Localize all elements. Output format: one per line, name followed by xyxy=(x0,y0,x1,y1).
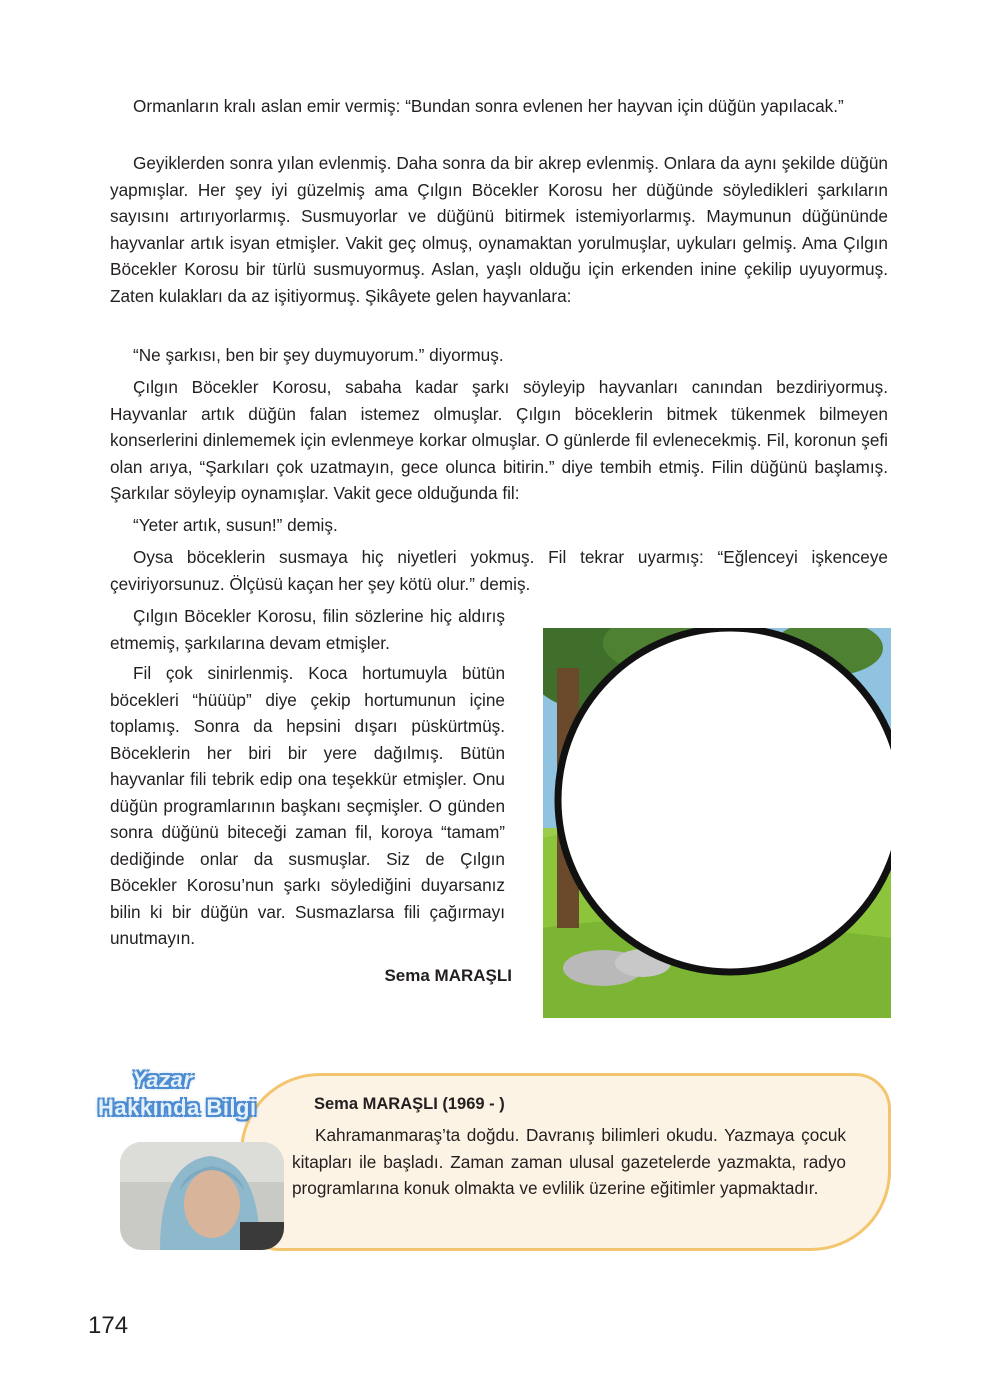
author-heading: Sema MARAŞLI (1969 - ) xyxy=(314,1095,505,1113)
story-paragraph: Ormanların kralı aslan emir vermiş: “Bundan sonra evlenen her hayvan için düğün yapılacak.” xyxy=(133,96,844,116)
story-paragraph: Çılgın Böcekler Korosu, filin sözlerine hiç aldırış etmemiş, şarkılarına devam etmişler. xyxy=(110,606,505,653)
author-info-logo xyxy=(96,1067,288,1131)
logo-line-yazar: Yazar xyxy=(132,1067,193,1092)
story-paragraph: Geyiklerden sonra yılan evlenmiş. Daha sonra da bir akrep evlenmiş. Onlara da aynı şekilde düğün yapmışlar. Her şey iyi güzelmiş ama Çılgın Böcekler Korosu her düğünde söyledikleri şarkıların sayısını artırıyorlarmış. Susmuyorlar ve düğünü bitirmek istemiyorlarmış. Maymunun düğününde hayvanlar artık isyan etmişler. Vakit geç olmuş, oynamaktan yorulmuşlar, uykuları gelmiş. Ama Çılgın Böcekler Korosu bir türlü susmuyormuş. Aslan, yaşlı olduğu için erkenden inine çekilip uyuyormuş. Zaten kulakları da az işitiyormuş. Şikâyete gelen hayvanlara: xyxy=(110,153,888,306)
page-number: 174 xyxy=(88,1312,129,1339)
author-signature: Sema MARAŞLI xyxy=(384,966,512,985)
author-bio: Kahramanmaraş’ta doğdu. Davranış bilimleri okudu. Yazmaya çocuk kitapları ile başladı. Zaman zaman ulusal gazetelerde yazmakta, radyo programlarına konuk olmakta ve evlilik üzerine eğitimler yapmaktadır. xyxy=(292,1125,846,1198)
story-paragraph: “Yeter artık, susun!” demiş. xyxy=(133,515,338,535)
story-paragraph: “Ne şarkısı, ben bir şey duymuyorum.” diyormuş. xyxy=(133,345,504,365)
story-paragraph: Fil çok sinirlenmiş. Koca hortumuyla bütün böcekleri “hüüüp” diye çekip hortumunun içine toplamış. Sonra da hepsini dışarı püskürtmüş. Böceklerin her biri bir yere dağılmış. Bütün hayvanlar fili tebrik edip ona teşekkür etmişler. Onu düğün programlarının başkanı seçmişler. O günden sonra düğünü biteceği zaman fil, koroya “tamam” dediğinde onlar da susmuşlar. Siz de Çılgın Böcekler Korosu’nun şarkı söylediğini duyarsanız bilin ki bir düğün var. Susmazlarsa fili çağırmayı unutmayın. xyxy=(110,663,505,948)
author-photo xyxy=(120,1142,284,1250)
logo-line-hakkinda-bilgi: Hakkında Bilgi xyxy=(98,1095,257,1120)
story-paragraph: Çılgın Böcekler Korosu, sabaha kadar şarkı söyleyip hayvanları canından bezdiriyormuş. Hayvanlar artık düğün falan istemez olmuşlar. Çılgın böceklerin bitmek tükenmek bilmeyen konserlerini dinlememek için evlenmeye korkar olmuşlar. O günlerde fil evlenecekmiş. Fil, koronun şefi olan arıya, “Şarkıları çok uzatmayın, gece olunca bitirin.” diye tembih etmiş. Filin düğünü başlamış. Şarkılar söyleyip oynamışlar. Vakit gece olduğunda fil: xyxy=(110,377,888,503)
story-illustration xyxy=(543,628,891,1018)
story-paragraph: Oysa böceklerin susmaya hiç niyetleri yokmuş. Fil tekrar uyarmış: “Eğlenceyi işkenceye çeviriyorsunuz. Ölçüsü kaçan her şey kötü olur.” demiş. xyxy=(110,547,888,594)
